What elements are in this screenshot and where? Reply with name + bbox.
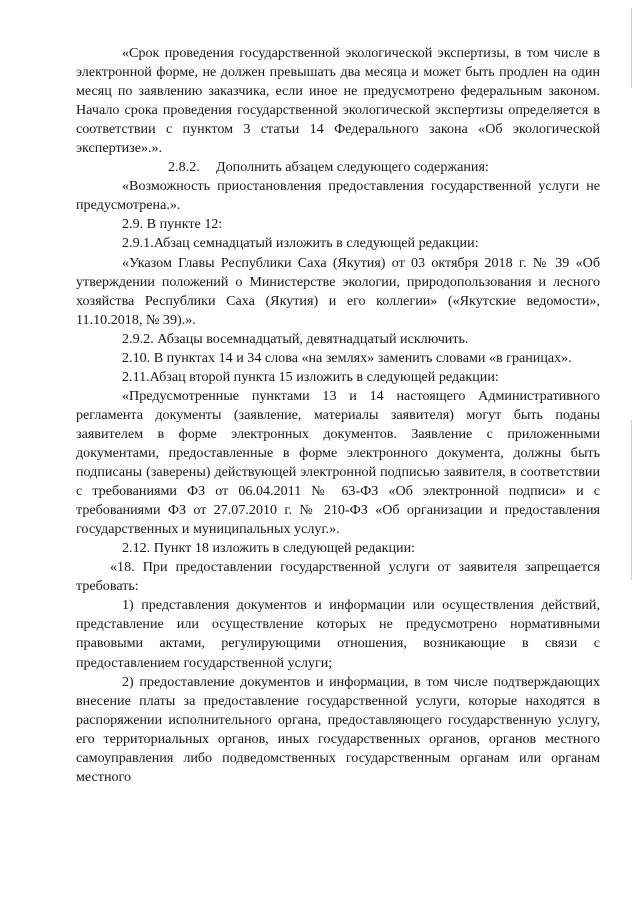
paragraph: 2.9.2. Абзацы восемнадцатый, девятнадцатый исключить. <box>122 330 469 347</box>
paragraph: 2.11.Абзац второй пункта 15 изложить в следующей редакции: <box>122 368 499 385</box>
paragraph-text: Дополнить абзацем следующего содержания: <box>216 159 489 176</box>
paragraph: 2) предоставление документов и информации, в том числе подтверждающих внесение платы за предоставление государственной услуги, которые находятся в распоряжении исполнительного органа, предоставляющего государственную услугу, его территориальных органов, иных государственных органов, органов местного самоуправления либо подведомственных государственным органам или органам местного <box>76 673 600 785</box>
paragraph: 2.10. В пунктах 14 и 34 слова «на землях» заменить словами «в границах». <box>122 349 572 366</box>
paragraph: «Указом Главы Республики Саха (Якутия) от 03 октября 2018 г. № 39 «Об утверждении положений о Министерстве экологии, природопользования и лесного хозяйства Республики Саха (Якутия) и его коллегии» («Якутские ведомости», 11.10.2018, № 39).». <box>76 254 600 328</box>
section-number: 2.8.2. <box>168 159 200 176</box>
paragraph: 1) представления документов и информации или осуществления действий, представление или осуществление которых не предусмотрено нормативными правовыми актами, регулирующими отношения, возникающие в связи с предоставлением государственной услуги; <box>76 597 600 671</box>
document-body <box>76 44 600 787</box>
paragraph: «Предусмотренные пунктами 13 и 14 настоящего Административного регламента документы (заявление, материалы заявителя) могут быть поданы заявителем в форме электронных документов. Заявление с приложенными документами, предоставленные в форме электронного документа, должны быть подписаны (заверены) действующей электронной подписью заявителя, в соответствии с требованиями ФЗ от 06.04.2011 № 63-ФЗ «Об электронной подписи» и с требованиями ФЗ от 27.07.2010 г. № 210-ФЗ «Об организации и предоставления государственных и муниципальных услуг.». <box>76 387 600 538</box>
paragraph-2-8-2 <box>76 158 600 177</box>
paragraph: «18. При предоставлении государственной услуги от заявителя запрещается требовать: <box>76 559 600 595</box>
paragraph: 2.12. Пункт 18 изложить в следующей редакции: <box>122 540 416 557</box>
paragraph: «Срок проведения государственной экологической экспертизы, в том числе в электронной форме, не должен превышать два месяца и может быть продлен на один месяц по заявлению заказчика, если иное не предусмотрено федеральным законом. Начало срока проведения государственной экологической экспертизы определяется в соответствии с пунктом 3 статьи 14 Федерального закона «Об экологической экспертизе».». <box>76 45 600 157</box>
paragraph: 2.9.1.Абзац семнадцатый изложить в следующей редакции: <box>122 235 479 252</box>
scan-edge-mark <box>631 8 632 88</box>
paragraph: 2.9. В пункте 12: <box>122 216 223 233</box>
paragraph: «Возможность приостановления предоставления государственной услуги не предусмотрена.». <box>76 178 600 214</box>
scan-edge-mark <box>631 420 632 580</box>
